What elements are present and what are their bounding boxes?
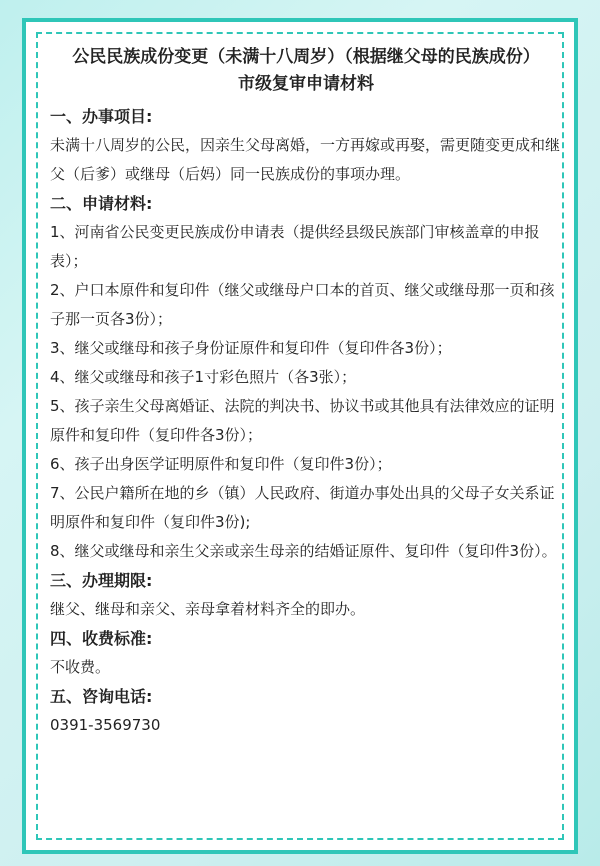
section-text-service-item: 未满十八周岁的公民，因亲生父母离婚，一方再嫁或再娶，需更随变更成和继父（后爹）或继母（后妈）同一民族成份的事项办理。 xyxy=(50,136,561,183)
section-heading-contact-phone: 五、咨询电话: xyxy=(50,687,153,706)
materials-list-item: 2、户口本原件和复印件（继父或继母户口本的首页、继父或继母那一页和孩子那一页各3份）； xyxy=(50,281,555,328)
materials-list xyxy=(50,218,562,566)
materials-list-item: 6、孩子出身医学证明原件和复印件（复印件3份）； xyxy=(50,455,392,473)
materials-list-item: 8、继父或继母和亲生父亲或亲生母亲的结婚证原件、复印件（复印件3份）。 xyxy=(50,542,557,560)
materials-list-item: 3、继父或继母和孩子身份证原件和复印件（复印件各3份）； xyxy=(50,339,452,357)
materials-list-item: 1、河南省公民变更民族成份申请表（提供经县级民族部门审核盖章的申报表）； xyxy=(50,223,540,270)
document-content xyxy=(50,44,562,740)
materials-list-item: 5、孩子亲生父母离婚证、法院的判决书、协议书或其他具有法律效应的证明原件和复印件（复印件各3份）； xyxy=(50,397,555,444)
document-card xyxy=(22,18,578,854)
document-title: 公民民族成份变更（未满十八周岁）（根据继父母的民族成份）市级复审申请材料 xyxy=(72,47,540,94)
section-text-processing-time: 继父、继母和亲父、亲母拿着材料齐全的即办。 xyxy=(50,600,366,618)
section-heading-processing-time: 三、办理期限: xyxy=(50,571,153,590)
contact-phone-number: 0391-3569730 xyxy=(50,716,161,734)
materials-list-item: 7、公民户籍所在地的乡（镇）人民政府、街道办事处出具的父母子女关系证明原件和复印件（复印件3份); xyxy=(50,484,555,531)
materials-list-item: 4、继父或继母和孩子1寸彩色照片（各3张）； xyxy=(50,368,357,386)
section-heading-fees: 四、收费标准: xyxy=(50,629,153,648)
section-text-fees: 不收费。 xyxy=(50,658,111,676)
section-heading-materials: 二、申请材料: xyxy=(50,194,153,213)
section-heading-service-item: 一、办事项目: xyxy=(50,107,153,126)
